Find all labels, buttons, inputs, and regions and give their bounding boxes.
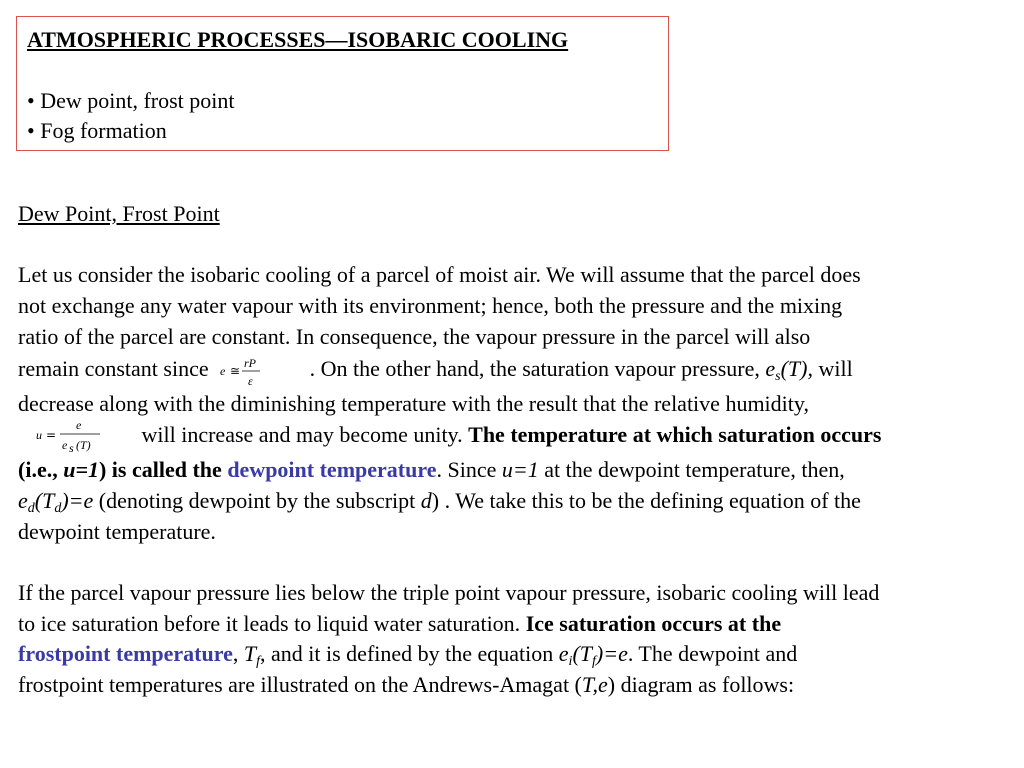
text-span-italic: T [243, 641, 257, 667]
p1-line-4 [18, 353, 1022, 389]
text-span-italic: e [18, 487, 28, 513]
spacer [27, 55, 658, 86]
text-span: . Since [436, 457, 497, 483]
eq2-den-a: e [62, 438, 68, 453]
subscript: s [775, 368, 781, 384]
p2-line-4 [18, 670, 1022, 701]
text-span-bold: ) is called the [98, 457, 222, 483]
blank-line [18, 230, 1022, 261]
text-span: , [232, 641, 239, 667]
slide-title: ATMOSPHERIC PROCESSES—ISOBARIC COOLING [27, 27, 569, 52]
text-span-italic: T,e [581, 672, 608, 698]
main-content [18, 199, 1022, 701]
text-span-italic: u=1 [501, 457, 539, 483]
subscript: d [54, 500, 62, 516]
text-span: (T), [780, 355, 813, 381]
subscript: f [592, 654, 596, 670]
p1-line-1: Let us consider the isobaric cooling of a parcel of moist air. We will assume that the parcel does [18, 262, 861, 288]
subscript: i [568, 654, 573, 670]
text-span-bold-italic: u=1 [63, 457, 99, 483]
text-span-italic: (T [34, 487, 55, 513]
text-span-italic: )=e [61, 487, 94, 513]
p1-line-8 [18, 486, 1022, 517]
text-span: at the dewpoint temperature, then, [544, 457, 845, 483]
bullet-fog-formation: • Fog formation [27, 118, 167, 143]
subscript: f [256, 654, 261, 670]
text-span-bold: Ice saturation occurs at the [525, 610, 782, 636]
text-span: (denoting dewpoint by the subscript [98, 487, 416, 513]
text-span-italic: d [420, 487, 432, 513]
term-frostpoint-temperature: frostpoint temperature [18, 641, 233, 667]
p1-line-3: ratio of the parcel are constant. In consequence, the vapour pressure in the parcel will also [18, 323, 811, 349]
eq2-lhs: u [36, 428, 42, 443]
text-span: , and it is defined by the equation [260, 641, 554, 667]
p1-line-5: decrease along with the diminishing temperature with the result that the relative humidity, [18, 390, 809, 416]
equation-vapour-pressure [214, 353, 304, 389]
eq2-den-sub: s [69, 441, 74, 456]
equation-relative-humidity [18, 419, 136, 455]
eq1-den: ε [248, 373, 253, 388]
p2-line-3 [18, 639, 1022, 670]
p2-line-1: If the parcel vapour pressure lies below the triple point vapour pressure, isobaric cooling will lead [18, 580, 880, 605]
blank-line [18, 547, 1022, 578]
text-span: will increase and may become unity. [141, 422, 463, 448]
p1-line-7 [18, 455, 1022, 486]
eq1-num: rP [244, 355, 257, 370]
text-span: to ice saturation before it leads to liquid water saturation. [18, 610, 521, 636]
p1-line-9: dewpoint temperature. [18, 518, 216, 544]
text-span: e [765, 355, 776, 381]
text-span: . The dewpoint and [627, 641, 798, 667]
text-span-italic: (T [572, 641, 592, 667]
term-dewpoint-temperature: dewpoint temperature [227, 457, 437, 483]
eq2-den-b: (T) [76, 438, 91, 453]
text-span: remain constant since [18, 355, 209, 381]
subscript: d [27, 500, 35, 516]
eq2-num: e [76, 419, 82, 433]
header-box [16, 16, 669, 151]
text-span: will [818, 355, 853, 381]
bullet-dew-point: • Dew point, frost point [27, 88, 235, 113]
eq1-lhs: e [220, 363, 226, 378]
p1-line-6 [18, 419, 1022, 455]
eq2-rel: = [46, 428, 57, 443]
section-heading: Dew Point, Frost Point [18, 201, 220, 226]
text-span-bold: (i.e., [18, 457, 58, 483]
text-span: ) . We take this to be the defining equation of the [431, 487, 861, 513]
text-span-italic: e [558, 641, 569, 667]
p1-line-2: not exchange any water vapour with its environment; hence, both the pressure and the mixing [18, 293, 843, 319]
p2-line-2 [18, 609, 1022, 640]
eq1-rel: ≅ [230, 363, 241, 378]
text-span-italic: )=e [595, 641, 628, 667]
text-span: frostpoint temperatures are illustrated on the Andrews-Amagat ( [18, 672, 582, 698]
text-span: . On the other hand, the saturation vapour pressure, [309, 355, 760, 381]
text-span: ) diagram as follows: [607, 672, 795, 698]
text-span-bold: The temperature at which saturation occurs [468, 422, 882, 448]
